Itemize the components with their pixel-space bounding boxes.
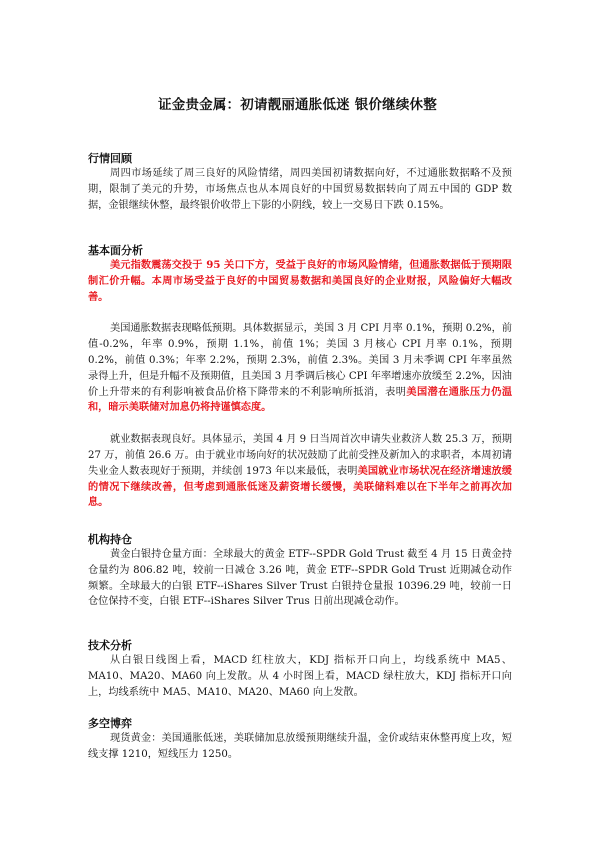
section-strategy [88, 716, 512, 763]
paragraph-text: 就业数据表现良好。具体显示，美国 4 月 9 日当周首次申请失业救济人数 25.3 万，预期 27 万，前值 26.6 万。由于就业市场向好的状况鼓励了此前受挫及新加入的求职者，本周初请失业金人数表现好于预期，并续创 1973 年以来最低，表明 [88, 434, 512, 477]
section-heading: 多空博弈 [88, 717, 132, 730]
document-title: 证金贵金属：初请靓丽通胀低迷 银价继续休整 [158, 97, 437, 113]
paragraph [88, 432, 512, 511]
highlight-paragraph: 美元指数震荡交投于 95 关口下方，受益于良好的市场风险情绪，但通胀数据低于预期限制汇价升幅。本周市场受益于良好的中国贸易数据和美国良好的企业财报，风险偏好大幅改善。 [88, 259, 512, 303]
section-heading: 机构持仓 [88, 533, 132, 546]
section-market-review [88, 151, 512, 213]
section-holdings [88, 532, 512, 610]
section-fundamentals [88, 243, 512, 511]
section-heading: 基本面分析 [88, 244, 143, 257]
section-heading: 技术分析 [88, 639, 132, 652]
highlight-text: 美国就业市场状况在经济增速放缓的情况下继续改善，但考虑到通胀低迷及薪资增长缓慢，美联储料难以在下半年之前再次加息。 [88, 464, 512, 509]
paragraph [88, 321, 512, 416]
section-technical [88, 638, 512, 700]
paragraph: 从白银日线图上看，MACD 红柱放大，KDJ 指标开口向上，均线系统中 MA5、MA10、MA20、MA60 向上发散。从 4 小时图上看，MACD 绿柱放大，KDJ 指标开口向上，均线系统中 MA5、MA10、MA20、MA60 向上发散。 [88, 655, 512, 698]
paragraph: 现货黄金：美国通胀低迷，美联储加息放缓预期继续升温，金价或结束休整再度上攻，短线支撑 1210，短线压力 1250。 [88, 733, 512, 760]
paragraph-text: 美国通胀数据表现略低预期。具体数据显示，美国 3 月 CPI 月率 0.1%，预期 0.2%，前值-0.2%，年率 0.9%，预期 1.1%，前值 1%；美国 3 月核心 CPI 月率 0.1%，预期 0.2%，前值 0.3%；年率 2.2%，预期 2.3%，前值 2.3%。美国 3 月未季调 CPI 年率虽然录得上升，但是升幅不及预期值，且美国 3 月季调后核心 CPI 年率增速亦放缓至 2.2%，因油价上升带来的有利影响被食品价格下降带来的不利影响所抵消，表明 [88, 323, 512, 398]
paragraph: 周四市场延续了周三良好的风险情绪，周四美国初请数据向好，不过通胀数据略不及预期，限制了美元的升势，市场焦点也从本周良好的中国贸易数据转向了周五中国的 GDP 数据，金银继续休整，最终银价收带上下影的小阴线，较上一交易日下跌 0.15%。 [88, 168, 512, 211]
highlight-text: 美国潜在通胀压力仍温和，暗示美联储对加息仍将持谨慎态度。 [88, 385, 513, 414]
paragraph: 黄金白银持仓量方面：全球最大的黄金 ETF--SPDR Gold Trust 截至 4 月 15 日黄金持仓量约为 806.82 吨，较前一日减仓 3.26 吨，黄金 ETF--SPDR Gold Trust 近期减仓动作频繁。全球最大的白银 ETF--iShares Silver Trust 白银持仓量报 10396.29 吨，较前一日仓位保持不变，白银 ETF--iShares Silver Trus 日前出现减仓动作。 [88, 549, 512, 608]
section-heading: 行情回顾 [88, 152, 132, 165]
